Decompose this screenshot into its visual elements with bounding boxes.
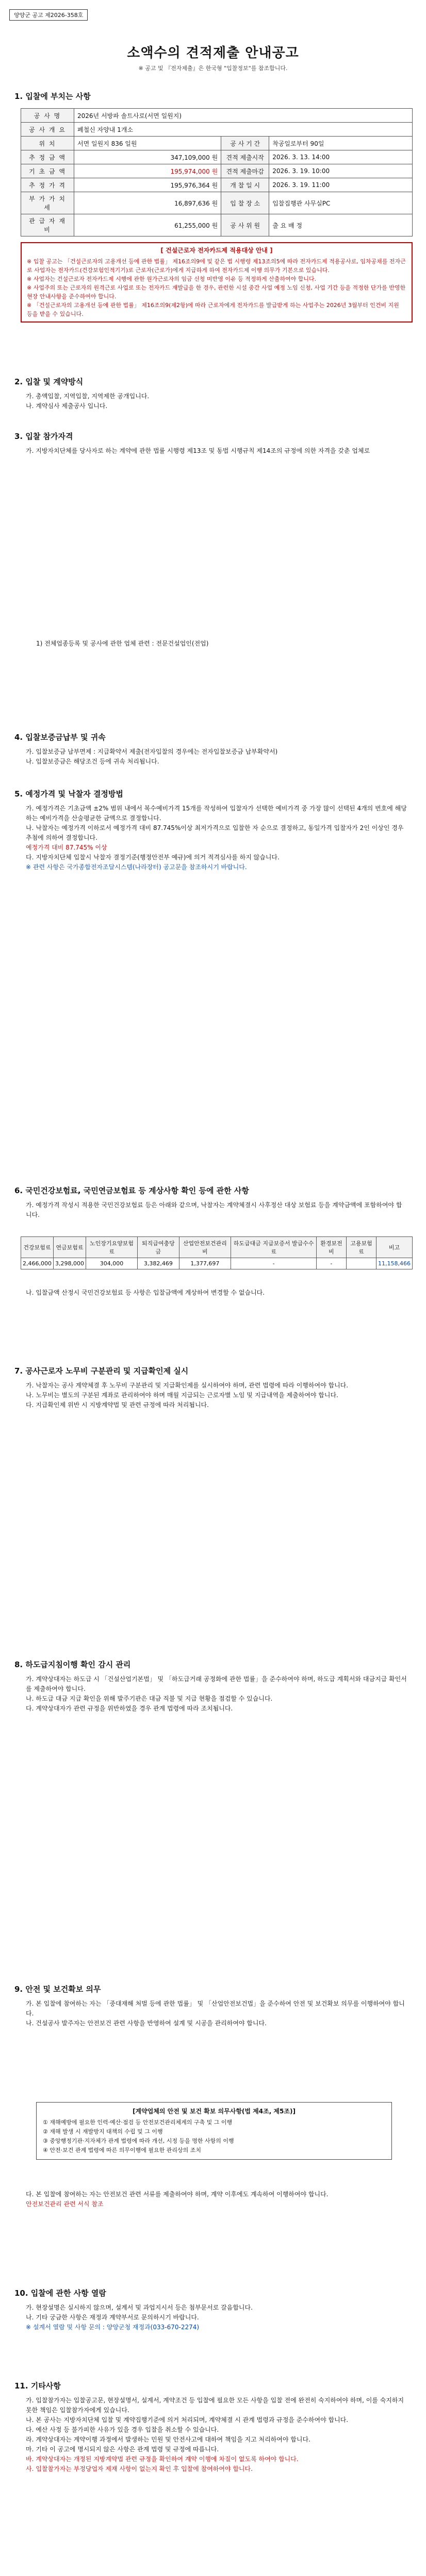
section-heading-11: 11. 기타사항 <box>14 2381 61 2391</box>
section-intro-6: 가. 예정가격 작성시 적용한 국민건강보험료 등은 아래와 같으며, 낙찰자는 계약체결시 사후정산 대상 보험료 등을 계약금액에 포함하여야 합니다. <box>26 1201 402 1218</box>
safety-duty-item: ③ 중앙행정기관·지자체가 관계 법령에 따라 개선, 시정 등을 명한 사항의 이행 <box>43 2138 234 2144</box>
section-body-10 <box>26 2303 407 2332</box>
body-line: 나. 노무비는 별도의 구분된 계좌로 관리하여야 하며 매월 지급되는 근로자별 노임 및 지급내역을 제출하여야 합니다. <box>26 1392 338 1399</box>
safety-box-title: [계약업체의 안전 및 보건 확보 의무사항(법 제4조, 제5조)] <box>133 2108 296 2115</box>
table-row <box>21 137 413 150</box>
table-row <box>21 123 413 137</box>
table-cell: 착공일로부터 90일 <box>269 137 413 150</box>
column-header: 연금보험료 <box>53 1237 86 1258</box>
table-cell: 견적 제출시작 <box>221 150 269 164</box>
section-body-4 <box>26 747 407 767</box>
project-info-table <box>21 108 413 236</box>
table-cell: 부 가 가 치 세 <box>21 192 74 214</box>
table-row <box>21 1258 413 1269</box>
column-header: 건강보험료 <box>21 1237 54 1258</box>
column-header: 산업안전보건관리비 <box>179 1237 231 1258</box>
column-header: 환경보전비 <box>316 1237 346 1258</box>
table-cell: 61,255,000 원 <box>74 214 221 236</box>
contact-note: ※ 설계서 열람 및 사항 문의 : 양양군청 재정과(033-670-2274) <box>26 2324 200 2331</box>
table-cell: 195,976,364 원 <box>74 178 221 192</box>
table-cell: 서면 일원지 836 일원 <box>74 137 221 150</box>
notice-number: 양양군 공고 제2026-358호 <box>9 9 88 21</box>
table-cell: - <box>316 1258 346 1269</box>
body-line: 나. 본 공사는 지방자치단체 입찰 및 계약집행기준에 의거 처리되며, 계약체결 시 관계 법령과 규정을 준수하여야 합니다. <box>26 2416 349 2424</box>
body-line: 다. 지급확인제 위반 시 지방계약법 및 관련 규정에 따라 처리됩니다. <box>26 1401 209 1409</box>
table-cell: 공 사 개 요 <box>21 123 74 137</box>
table-cell: 추 정 가 격 <box>21 178 74 192</box>
body-line: 가. 지방자치단체를 당사자로 하는 계약에 관한 법률 시행령 제13조 및 동법 시행규칙 제14조의 규정에 의한 자격을 갖춘 업체로 <box>26 447 370 454</box>
section-body-9b <box>26 2190 407 2209</box>
body-line: 마. 기타 이 공고에 명시되지 않은 사항은 관계 법령 및 규정에 따릅니다. <box>26 2446 219 2453</box>
insurance-cost-table <box>21 1236 413 1269</box>
section-body-11 <box>26 2396 407 2474</box>
table-cell: 1,377,697 <box>179 1258 231 1269</box>
table-cell: 2026년 서방파 솔트사로(서면 일원지) <box>74 109 413 123</box>
section-heading-7: 7. 공사근로자 노무비 구분관리 및 지급확인제 실시 <box>14 1366 189 1376</box>
body-line: 가. 계약상대자는 하도급 시 「건설산업기본법」 및 「하도급거래 공정화에 관한 법률」을 준수하여야 하며, 하도급 계획서와 대금지급 확인서를 제출하여야 합니다. <box>26 1675 407 1692</box>
section-body-8 <box>26 1674 407 1714</box>
table-cell: 347,109,000 원 <box>74 150 221 164</box>
table-header-row <box>21 1237 413 1258</box>
body-line: 다. 예산 사정 등 불가피한 사유가 있을 경우 입찰을 취소할 수 있습니다. <box>26 2426 219 2433</box>
body-line: 가. 본 입찰에 참여하는 자는 「중대재해 처벌 등에 관한 법률」 및 「산업안전보건법」을 준수하여 안전 및 보건확보 의무를 이행하여야 합니다. <box>26 2000 405 2017</box>
column-header: 고용보험료 <box>346 1237 376 1258</box>
notice-line: ※ 「건설근로자의 고용개선 등에 관한 법률」 제16조의9(제2항)에 따라 근로자에게 전자카드를 발급받게 하는 사업주는 2026년 3월부터 인건비 지원 등을 받을 수 있습니다. <box>27 302 399 317</box>
table-cell: 2026. 3. 13. 14:00 <box>269 150 413 164</box>
body-line: 나. 기타 궁금한 사항은 재정과 계약부서로 문의하시기 바랍니다. <box>26 2314 199 2321</box>
section-body-5 <box>26 804 407 872</box>
table-row <box>21 192 413 214</box>
section-heading-6: 6. 국민건강보험료, 국민연금보험료 등 계상사항 확인 등에 관한 사항 <box>14 1186 249 1195</box>
body-line: 1) 전체업종등록 및 공사에 관한 업체 관련 : 전문건설업인(전업) <box>36 640 209 647</box>
blue-note: ※ 관련 사항은 국가종합전자조달시스템(나라장터) 공고문을 참조하시기 바랍니다. <box>26 863 247 871</box>
section-heading-8: 8. 하도급지침이행 확인 감시 관리 <box>14 1660 131 1669</box>
table-cell: 추 정 금 액 <box>21 150 74 164</box>
notice-box-title: [ 건설근로자 전자카드제 적용대상 안내 ] <box>160 247 273 254</box>
table-cell: 출 요 배 정 <box>269 214 413 236</box>
body-line: 가. 입찰참가자는 입찰공고문, 현장설명서, 설계서, 계약조건 등 입찰에 필요한 모든 사항을 입찰 전에 완전히 숙지하여야 하며, 이를 숙지하지 못한 책임은 입찰참가자에게 있습니다. <box>26 2397 404 2414</box>
section-heading-1: 1. 입찰에 부치는 사항 <box>14 92 91 101</box>
notice-line: ※ 사업자는 건설근로자 전자카드제 시행에 관한 원가근로자의 임금 신청 미반영 이유 등 적정하게 산출하여야 합니다. <box>27 276 317 282</box>
table-cell: 입 찰 장 소 <box>221 192 269 214</box>
safety-duty-item: ④ 안전·보건 관계 법령에 따른 의무이행에 필요한 관리상의 조치 <box>43 2147 201 2154</box>
table-cell: 관 급 자 재 비 <box>21 214 74 236</box>
e-card-notice-box <box>21 242 413 323</box>
safety-duty-item: ① 재해예방에 필요한 인력·예산·점검 등 안전보건관리체계의 구축 및 그 이행 <box>43 2119 233 2126</box>
table-cell: 16,897,636 원 <box>74 192 221 214</box>
body-line: 라. 계약상대자는 계약이행 과정에서 발생하는 민원 및 안전사고에 대하여 책임을 지고 처리하여야 합니다. <box>26 2436 310 2443</box>
page-subtitle: ※ 공고 및 『전자제출』은 한국형 "입찰정보"를 참조합니다. <box>138 65 288 72</box>
table-cell: 195,974,000 원 <box>74 164 221 178</box>
notice-line: ※ 입찰 공고는 「건설근로자의 고용개선 등에 관한 법률」 제16조의9에 및 같은 법 시행령 제13조의5에 따라 전자카드제 적용공사로, 임차공채를 전자근로 사업자는 전자카드(건강보험인적기기)로 근로자(근로가)에게 지급하게 하여 전자카드제 이행 의무가 기본으로 있습니다. <box>27 258 406 274</box>
safety-duty-box <box>36 2102 392 2160</box>
table-cell: 견적 제출마감 <box>221 164 269 178</box>
table-row <box>21 164 413 178</box>
table-row <box>21 150 413 164</box>
body-line: 나. 낙찰자는 예정가격 이하로서 예정가격 대비 87.745%이상 최저가격으로 입찰한 자 순으로 결정하고, 동일가격 입찰자가 2인 이상인 경우 추첨에 의하여 결정합니다. <box>26 824 404 841</box>
table-cell: 2026. 3. 19. 10:00 <box>269 164 413 178</box>
section-body-9 <box>26 1999 407 2028</box>
table-cell: 공 사 위 원 <box>221 214 269 236</box>
notice-line: ※ 사업주의 또는 근로자의 원격근로 사업로 또는 전자카드 재발급을 한 경우, 관련한 시설 중간 사업 예정 노임 신청, 사업 기간 등을 적정한 단가를 반영한 현장 안내사항을 준수하여야 합니다. <box>27 284 406 300</box>
body-line: 나. 하도급 대금 지급 확인을 위해 발주기관은 대금 직불 및 지급 현황을 점검할 수 있습니다. <box>26 1695 273 1702</box>
body-line: 가. 현장설명은 실시하지 않으며, 설계서 및 과업지시서 등은 첨부문서로 갈음합니다. <box>26 2304 253 2311</box>
body-line: 나. 계약심사 제출공사 입니다. <box>26 402 108 410</box>
column-header: 하도급대금 지급보증서 발급수수료 <box>231 1237 317 1258</box>
body-line: 가. 예정가격은 기초금액 ±2% 범위 내에서 복수예비가격 15개를 작성하여 입찰자가 선택한 예비가격 중 가장 많이 선택된 4개의 번호에 해당하는 예비가격을 산술평균한 금액으로 결정합니다. <box>26 805 407 822</box>
emphasis-line: 바. 계약상대자는 개정된 지방계약법 관련 규정을 확인하여 계약 이행에 차질이 없도록 하여야 합니다. <box>26 2455 299 2463</box>
body-line: 나. 입찰금액 산정시 국민건강보험료 등 사항은 입찰금액에 계상하여 변경할 수 없습니다. <box>26 1289 265 1296</box>
body-line: 가. 입찰보증금 납부면제 : 지급확약서 제출(전자입찰의 경우에는 전자입찰보증금 납부확약서) <box>26 748 278 755</box>
body-line: 가. 총액입찰, 지역입찰, 지역제한 공개입니다. <box>26 393 150 400</box>
section-heading-4: 4. 입찰보증금납부 및 귀속 <box>14 733 106 742</box>
body-line: 다. 지방자치단체 입찰시 낙찰자 결정기준(행정안전부 예규)에 의거 적격심사를 하지 않습니다. <box>26 854 280 861</box>
table-cell: - <box>231 1258 317 1269</box>
table-cell: 폐철신 자양내 1개소 <box>74 123 413 137</box>
safety-reference-link[interactable]: 안전보건관리 관련 서식 참조 <box>26 2200 104 2208</box>
table-cell: 3,298,000 <box>53 1258 86 1269</box>
column-header: 비고 <box>376 1237 412 1258</box>
table-cell: 공 사 기 간 <box>221 137 269 150</box>
table-row <box>21 214 413 236</box>
table-cell <box>346 1258 376 1269</box>
table-cell: 3,382,469 <box>138 1258 179 1269</box>
section-heading-2: 2. 입찰 및 계약방식 <box>14 377 84 386</box>
table-cell: 기 초 금 액 <box>21 164 74 178</box>
table-cell: 입찰집행관 사무실PC <box>269 192 413 214</box>
table-cell: 2026. 3. 19. 11:00 <box>269 178 413 192</box>
table-row <box>21 109 413 123</box>
safety-duty-item: ② 재해 발생 시 재발방지 대책의 수립 및 그 이행 <box>43 2128 163 2135</box>
body-line: 나. 입찰보증금은 해당조건 등에 귀속 처리됩니다. <box>26 758 159 765</box>
section-body-3 <box>26 446 407 456</box>
section-body-2 <box>26 392 407 411</box>
column-header: 노인장기요양보험료 <box>86 1237 137 1258</box>
page-title: 소액수의 견적제출 안내공고 <box>127 45 299 61</box>
column-header: 퇴직급여충당금 <box>138 1237 179 1258</box>
table-cell: 11,158,466 <box>376 1258 412 1269</box>
table-cell: 공 사 명 <box>21 109 74 123</box>
section-heading-10: 10. 입찰에 관한 사항 열람 <box>14 2289 106 2298</box>
table-cell: 304,000 <box>86 1258 137 1269</box>
table-cell: 개 찰 일 시 <box>221 178 269 192</box>
body-line: 나. 건설공사 발주자는 안전보건 관련 사항을 반영하여 설계 및 시공을 관리하여야 합니다. <box>26 2020 267 2027</box>
table-cell: 2,466,000 <box>21 1258 54 1269</box>
section-body-6 <box>26 1288 407 1298</box>
body-line: 다. 계약상대자가 관련 규정을 위반하였을 경우 관계 법령에 따라 조치됩니다. <box>26 1705 233 1712</box>
section-heading-9: 9. 안전 및 보건확보 의무 <box>14 1985 101 1994</box>
section-heading-3: 3. 입찰 참가자격 <box>14 432 73 441</box>
body-line: 가. 낙찰자는 공사 계약체결 후 노무비 구분관리 및 지급확인제를 실시하여야 하며, 관련 법령에 따라 이행하여야 합니다. <box>26 1382 349 1389</box>
table-row <box>21 178 413 192</box>
emphasis-text: 예정가격 대비 87.745% 이상 <box>26 844 107 851</box>
table-cell: 위 치 <box>21 137 74 150</box>
section-sub-3 <box>36 639 418 649</box>
emphasis-line: 사. 입찰참가자는 부정당업자 제재 사항이 없는지 확인 후 입찰에 참여하여야 합니다. <box>26 2465 253 2472</box>
section-heading-5: 5. 예정가격 및 낙찰자 결정방법 <box>14 789 123 799</box>
section-body-7 <box>26 1381 407 1410</box>
body-line: 다. 본 입찰에 참여하는 자는 안전보건 관련 서류를 제출하여야 하며, 계약 이후에도 계속하여 이행하여야 합니다. <box>26 2191 329 2198</box>
